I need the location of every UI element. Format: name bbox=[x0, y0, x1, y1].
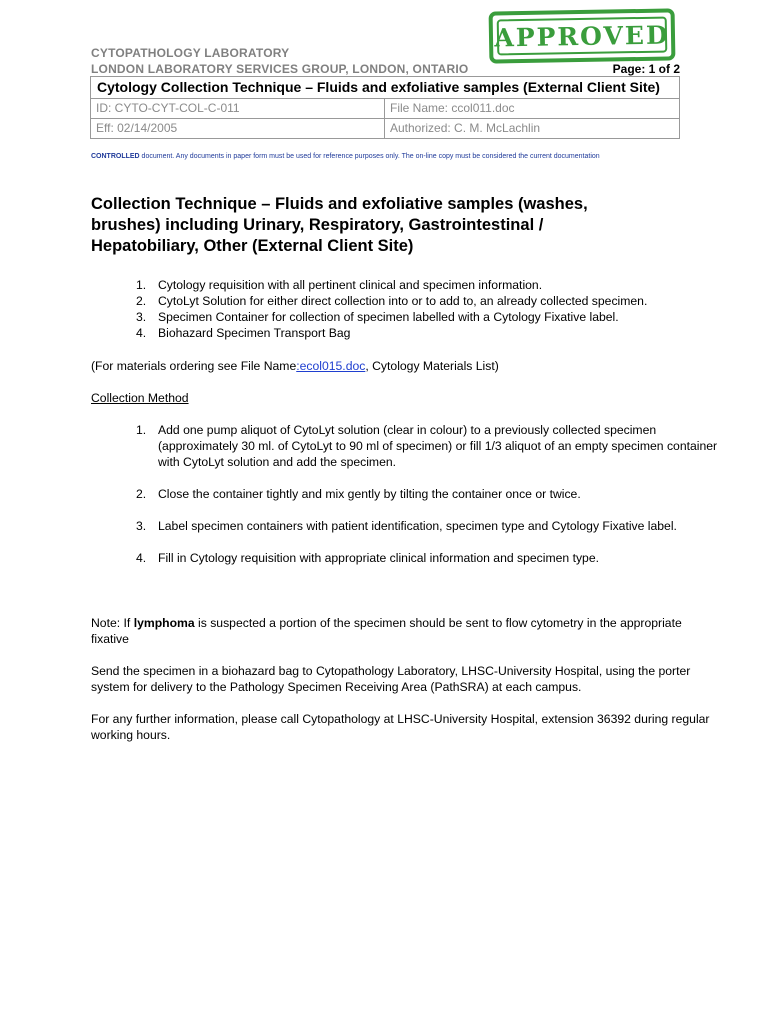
list-item: 4. Fill in Cytology requisition with appropriate clinical information and specimen type. bbox=[136, 551, 599, 565]
lab-group: LONDON LABORATORY SERVICES GROUP, LONDON, ONTARIO bbox=[91, 62, 469, 76]
ecol015-link[interactable]: :ecol015.doc bbox=[296, 359, 366, 373]
approved-stamp-text: APPROVED bbox=[497, 17, 668, 56]
list-item: 2. Close the container tightly and mix gently by tilting the container once or twice. bbox=[136, 487, 581, 501]
controlled-text: document. Any documents in paper form must be used for reference purposes only. The on-line copy must be considered the current documentation bbox=[139, 153, 600, 160]
document-id: ID: CYTO-CYT-COL-C-011 bbox=[91, 99, 385, 119]
effective-date: Eff: 02/14/2005 bbox=[91, 119, 385, 139]
authorized-by: Authorized: C. M. McLachlin bbox=[385, 119, 680, 139]
controlled-notice bbox=[91, 153, 600, 160]
list-item: 1. Add one pump aliquot of CytoLyt solution (clear in colour) to a previously collected specimen (approximately 30 ml. of CytoLyt to 90 ml of specimen) or fill 1/3 aliquot of an empty specimen container with CytoLyt solution and add the specimen. bbox=[136, 423, 718, 469]
document-title: Cytology Collection Technique – Fluids and exfoliative samples (External Client Site) bbox=[91, 77, 680, 99]
materials-ordering-note: (For materials ordering see File Name:ecol015.doc, Cytology Materials List) bbox=[91, 359, 499, 373]
controlled-label: CONTROLLED bbox=[91, 153, 140, 160]
approved-stamp bbox=[489, 8, 676, 63]
page-number: Page: 1 of 2 bbox=[612, 62, 680, 76]
list-item: 4. Biohazard Specimen Transport Bag bbox=[136, 326, 351, 340]
contact-info: For any further information, please call Cytopathology at LHSC-University Hospital, extension 36392 during regular working hours. bbox=[91, 712, 710, 742]
lab-name: CYTOPATHOLOGY LABORATORY bbox=[91, 46, 290, 60]
send-instructions: Send the specimen in a biohazard bag to Cytopathology Laboratory, LHSC-University Hospital, using the porter system for delivery to the Pathology Specimen Receiving Area (PathSRA) at each campus. bbox=[91, 664, 691, 694]
collection-method-heading: Collection Method bbox=[91, 391, 189, 405]
list-item: 3. Label specimen containers with patient identification, specimen type and Cytology Fixative label. bbox=[136, 519, 677, 533]
list-item: 3. Specimen Container for collection of specimen labelled with a Cytology Fixative label. bbox=[136, 310, 619, 324]
list-item: 2. CytoLyt Solution for either direct collection into or to add to, an already collected specimen. bbox=[136, 294, 648, 308]
document-file-name: File Name: ccol011.doc bbox=[385, 99, 680, 119]
main-title: Collection Technique – Fluids and exfoliative samples (washes, brushes) including Urinary, Respiratory, Gastrointestinal / Hepatobiliary, Other (External Client Site) bbox=[91, 195, 588, 255]
document-header-table bbox=[90, 76, 680, 139]
list-item: 1. Cytology requisition with all pertinent clinical and specimen information. bbox=[136, 278, 543, 292]
collection-method-steps bbox=[91, 422, 721, 582]
lymphoma-note: Note: If lymphoma is suspected a portion of the specimen should be sent to flow cytometry in the appropriate fixative bbox=[91, 616, 682, 646]
materials-list bbox=[91, 277, 721, 341]
